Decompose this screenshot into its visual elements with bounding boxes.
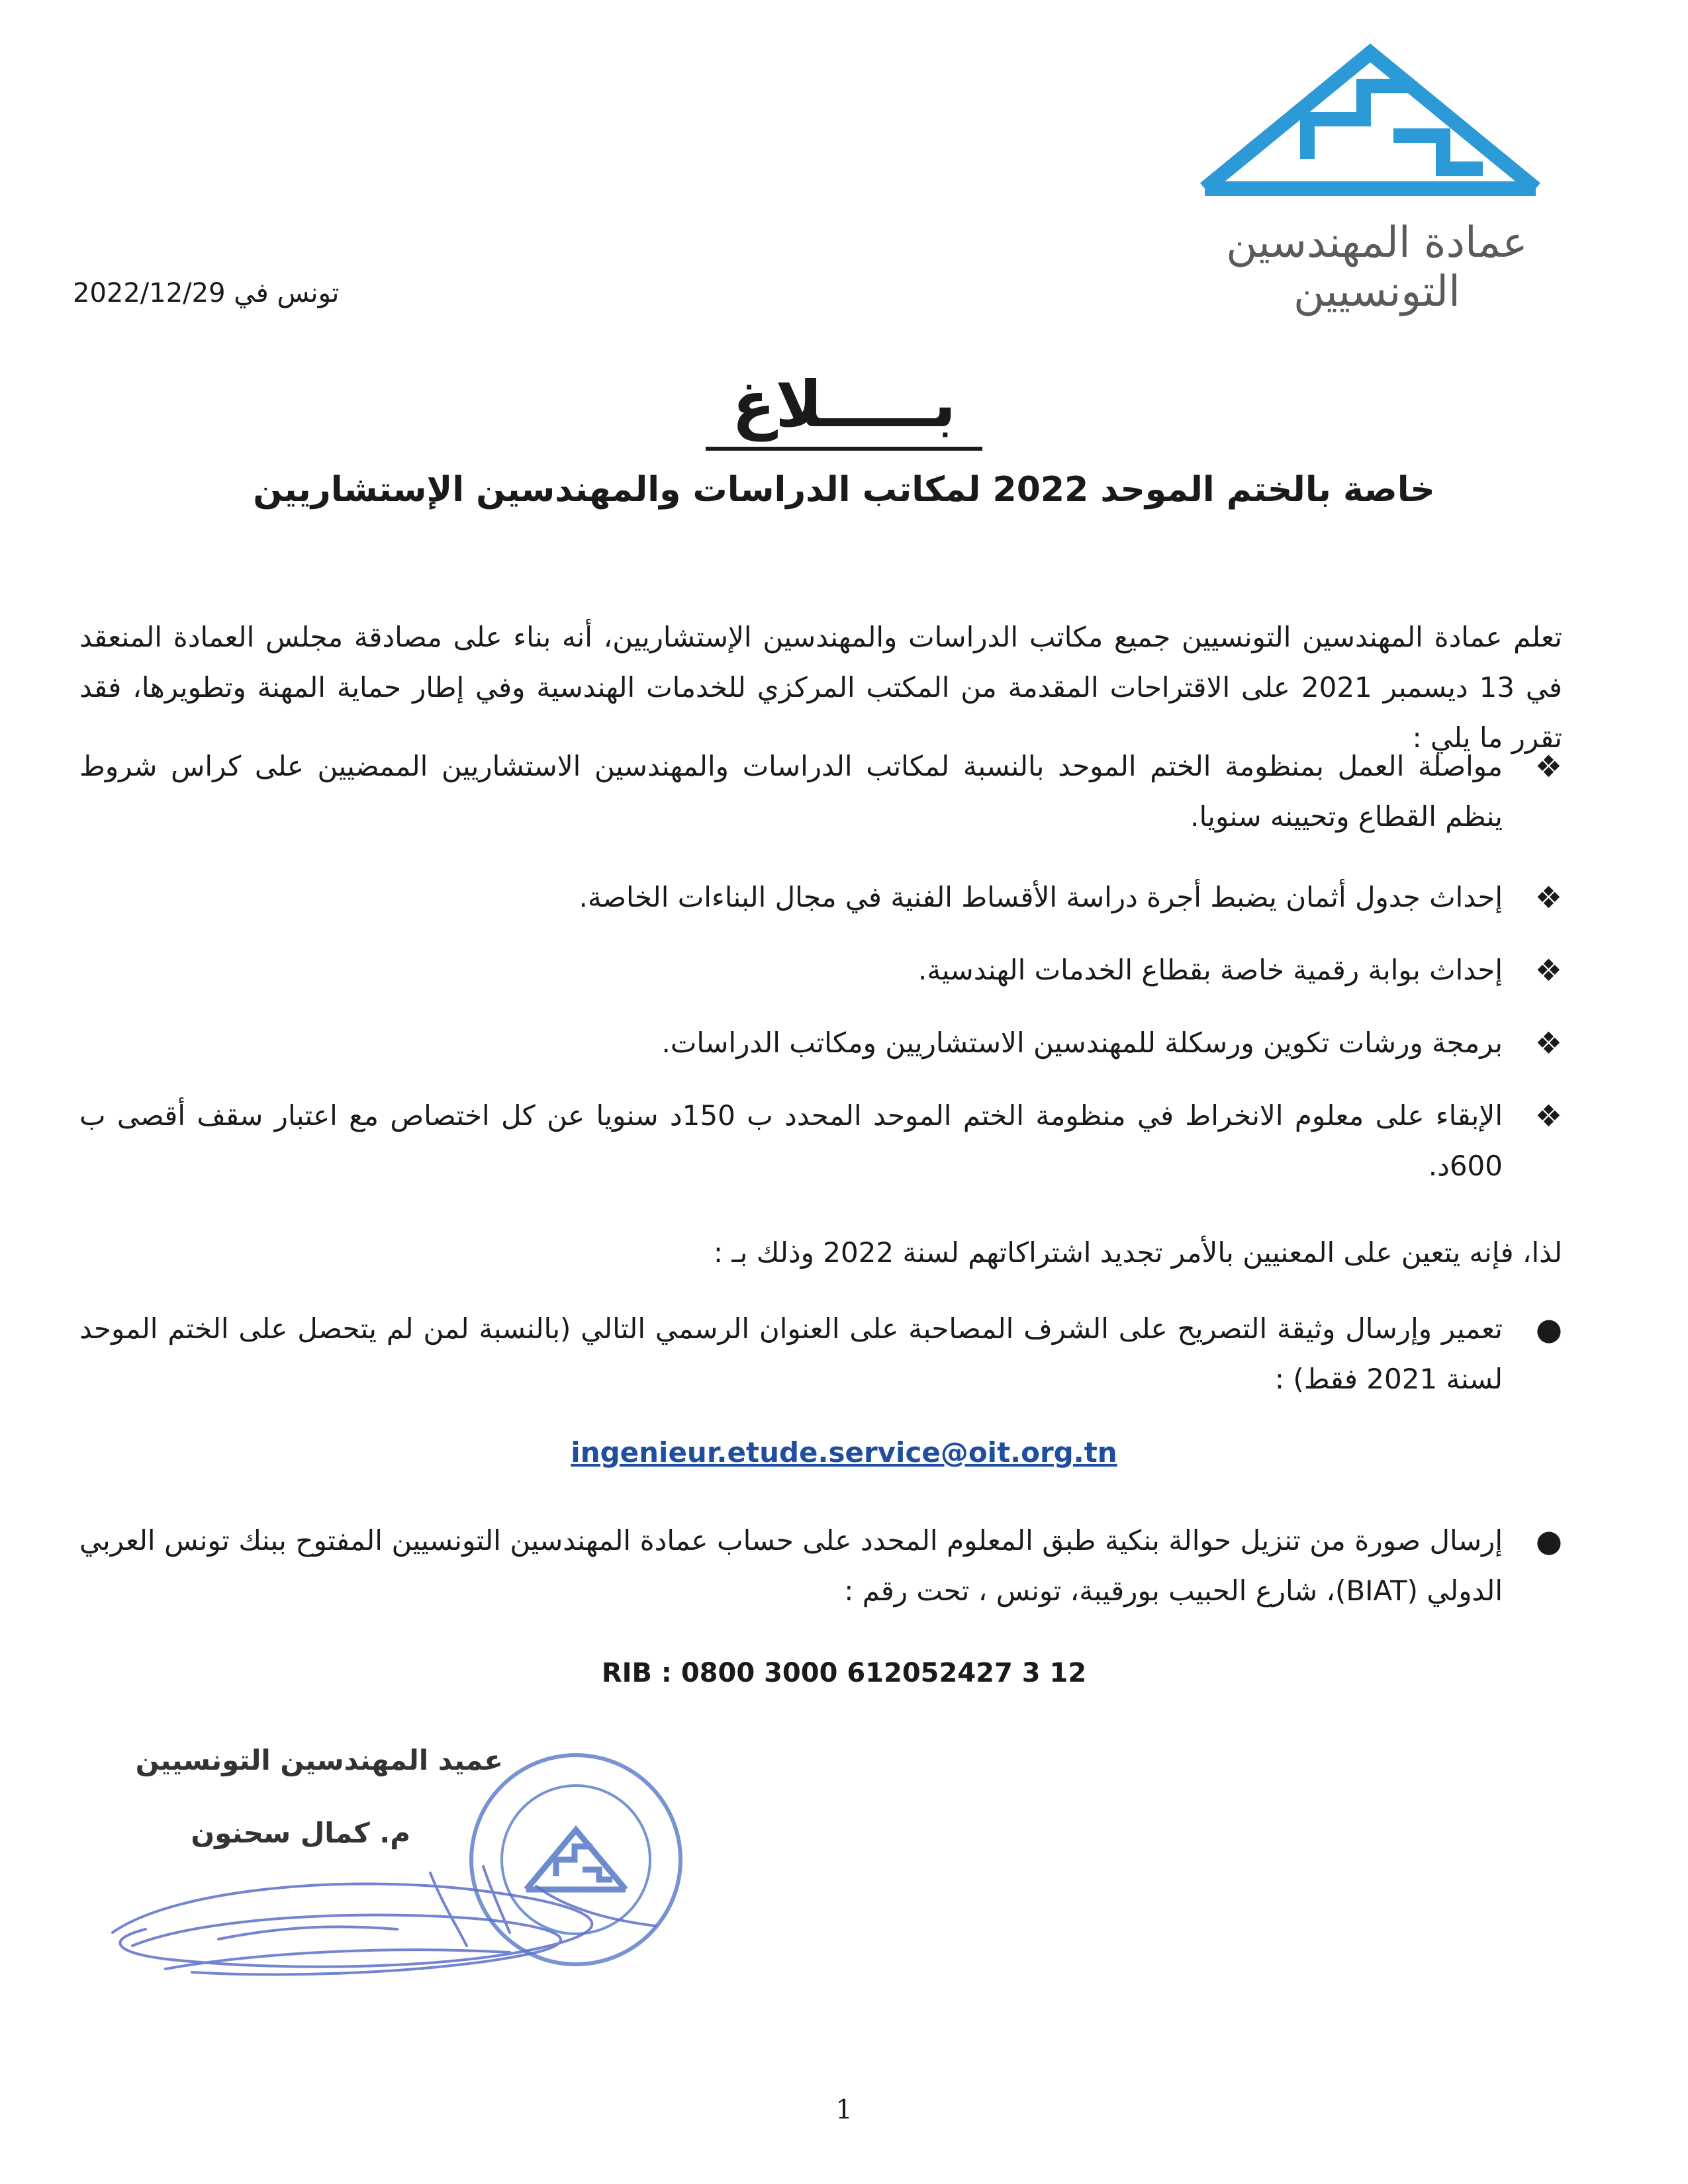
page-number: 1 xyxy=(835,2095,853,2125)
conclusion-paragraph: لذا، فإنه يتعين على المعنيين بالأمر تجديد اشتراكاتهم لسنة 2022 وذلك بـ : xyxy=(713,1236,1562,1269)
diamond-bullet-icon: ❖ xyxy=(1534,880,1562,915)
diamond-bullet-icon: ❖ xyxy=(1534,952,1562,988)
signatory-name: م. كمال سحنون xyxy=(191,1817,410,1849)
decision-text: إحداث بوابة رقمية خاصة بقطاع الخدمات الهندسية. xyxy=(917,954,1503,986)
decision-item xyxy=(79,741,1562,842)
decision-text: إحداث جدول أثمان يضبط أجرة دراسة الأقساط الفنية في مجال البناءات الخاصة. xyxy=(579,881,1503,913)
intro-paragraph: تعلم عمادة المهندسين التونسيين جميع مكاتب الدراسات والمهندسين الإستشاريين، أنه بناء على مصادقة مجلس العمادة المنعقد في 13 ديسمبر 2021 على الاقتراحات المقدمة من المكتب المركزي للخدمات الهندسية وفي إطار حماية المهنة وتطويرها، فقد تقرر ما يلي : xyxy=(79,621,1562,754)
diamond-bullet-icon: ❖ xyxy=(1534,1025,1562,1061)
decision-item xyxy=(79,1091,1562,1191)
signature-scribble-icon xyxy=(86,1846,682,2005)
round-bullet-icon: ● xyxy=(1535,1311,1562,1347)
decision-item xyxy=(79,945,1562,995)
signatory-title: عميد المهندسين التونسيين xyxy=(135,1744,503,1776)
decision-item xyxy=(79,872,1562,923)
decision-text: مواصلة العمل بمنظومة الختم الموحد بالنسبة لمكاتب الدراسات والمهندسين الاستشاريين الممضيين على كراس شروط ينظم القطاع وتحيينه سنويا. xyxy=(79,750,1503,833)
requirement-text: إرسال صورة من تنزيل حوالة بنكية طبق المعلوم المحدد على حساب عمادة المهندسين التونسيين المفتوح ببنك تونس العربي الدولي (BIAT)، شارع الحبيب بورقيبة، تونس ، تحت رقم : xyxy=(79,1524,1503,1607)
requirement-item xyxy=(79,1304,1562,1404)
document-subtitle: خاصة بالختم الموحد 2022 لمكاتب الدراسات والمهندسين الإستشاريين xyxy=(253,470,1435,510)
decision-item xyxy=(79,1018,1562,1068)
contact-email-link[interactable]: ingenieur.etude.service@oit.org.tn xyxy=(571,1436,1117,1469)
diamond-bullet-icon: ❖ xyxy=(1534,749,1562,784)
document-title xyxy=(0,367,1688,441)
handwritten-signature xyxy=(86,1846,682,2005)
decision-text: برمجة ورشات تكوين ورسكلة للمهندسين الاستشاريين ومكاتب الدراسات. xyxy=(661,1026,1503,1059)
decision-text: الإبقاء على معلوم الانخراط في منظومة الختم الموحد المحدد ب 150د سنويا عن كل اختصاص مع اعتبار سقف أقصى ب 600د. xyxy=(79,1099,1503,1182)
requirement-text: تعمير وإرسال وثيقة التصريح على الشرف المصاحبة على العنوان الرسمي التالي (بالنسبة لمن لم يتحصل على الختم الموحد لسنة 2021 فقط) : xyxy=(79,1312,1503,1395)
requirement-item xyxy=(79,1516,1562,1616)
logo-emblem-icon xyxy=(1165,40,1575,225)
diamond-bullet-icon: ❖ xyxy=(1534,1098,1562,1134)
document-date: تونس في 2022/12/29 xyxy=(73,278,340,308)
round-bullet-icon: ● xyxy=(1535,1523,1562,1559)
document-title-text: بـــــلاغ xyxy=(706,367,983,451)
logo-wordmark: عمادة المهندسين التونسيين xyxy=(1226,218,1528,316)
bank-rib-number: RIB : 0800 3000 612052427 3 12 xyxy=(601,1658,1087,1688)
